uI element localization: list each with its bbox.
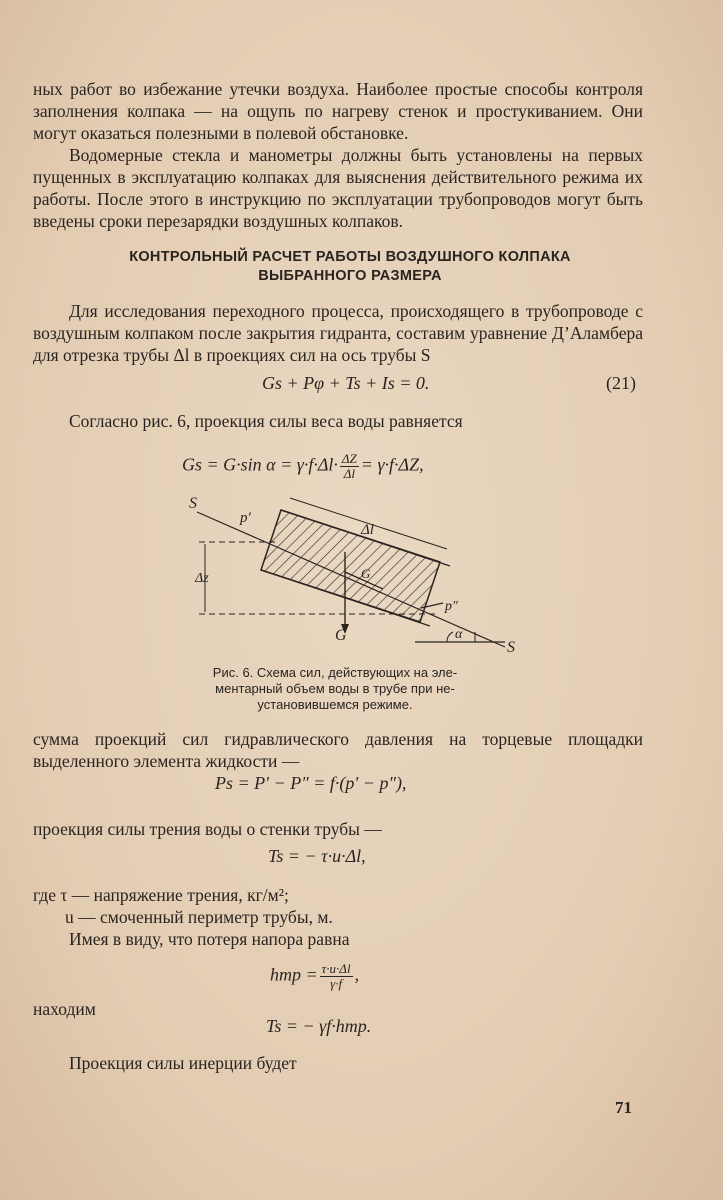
- label-delta-z: Δz: [195, 571, 209, 586]
- angle-arc: [447, 632, 453, 642]
- equation-friction: Ts = − τ·u·Δl,: [268, 846, 366, 866]
- caption-line2: ментарный объем воды в трубе при не-: [215, 681, 455, 696]
- head-loss-numerator: τ·u·Δl: [321, 961, 351, 976]
- label-g-small: G: [361, 566, 371, 581]
- equation-head-loss-fraction: [320, 962, 353, 991]
- label-g-big: G: [335, 627, 347, 644]
- water-element: [261, 510, 440, 622]
- equation-gravity-lhs: Gs = G·sin α = γ·f·Δl·: [182, 454, 338, 475]
- paragraph-dalembert: Для исследования переходного процесса, происходящего в трубопроводе с воздушным колпаком после закрытия гидранта, составим уравнение Д’Аламбера для отрезка трубы Δl в проекциях сил на ось трубы S: [33, 301, 643, 365]
- paragraph-inertia: Проекция силы инерции будет: [69, 1053, 297, 1073]
- equation-head-loss: [270, 962, 359, 991]
- equation-gravity-tail: = γ·f·ΔZ,: [360, 454, 424, 475]
- head-loss-denominator: γ·f: [330, 976, 343, 991]
- paragraph-we-find: находим: [33, 999, 96, 1019]
- paragraph-water-gauges: Водомерные стекла и манометры должны быть установлены на первых пущенных в эксплуатацию колпаках для выяснения действительного режима их работы. После этого в инструкцию по эксплуатации трубопроводов могут быть введены сроки перезарядки воздушных колпаков.: [33, 145, 643, 231]
- paragraph-head-loss-intro: Имея в виду, что потеря напора равна: [69, 929, 350, 949]
- label-p-prime: p′: [240, 510, 251, 526]
- equation-friction-headloss: Ts = − γf·hтр.: [266, 1016, 372, 1036]
- paragraph-where-tau: где τ — напряжение трения, кг/м²;: [33, 885, 289, 905]
- figure-6-caption: [175, 665, 495, 713]
- equation-21: Gs + Pφ + Ts + Is = 0.: [262, 373, 430, 393]
- figure-6-diagram: [185, 492, 525, 667]
- section-heading-line2: ВЫБРАННОГО РАЗМЕРА: [258, 268, 442, 284]
- section-heading: [60, 248, 640, 286]
- label-s-right: S: [507, 639, 515, 656]
- equation-gravity: [182, 452, 424, 481]
- paragraph-gravity-intro: Согласно рис. 6, проекция силы веса воды равняется: [69, 411, 463, 431]
- paragraph-where-u: u — смоченный периметр трубы, м.: [65, 907, 333, 927]
- equation-21-number: (21): [606, 373, 636, 393]
- page-number: 71: [615, 1098, 632, 1117]
- paragraph-friction-intro: проекция силы трения воды о стенки трубы —: [33, 819, 382, 839]
- equation-head-loss-tail: ,: [354, 964, 360, 985]
- label-s-left: S: [189, 495, 197, 512]
- label-delta-l: Δl: [361, 522, 374, 538]
- caption-line3: установившемся режиме.: [257, 697, 413, 712]
- fraction-denominator: Δl: [343, 466, 355, 481]
- paragraph-intro: ных работ во избежание утечки воздуха. Наиболее простые способы контроля заполнения колпака — на ощупь по нагреву стенок и простукиванием. Они могут оказаться полезными в полевой обстановке.: [33, 79, 643, 143]
- equation-gravity-fraction: [340, 452, 359, 481]
- equation-pressure: Ps = P′ − P″ = f·(p′ − p″),: [215, 773, 407, 793]
- paragraph-pressure-forces: сумма проекций сил гидравлического давления на торцевые площадки выделенного элемента жидкости —: [33, 729, 643, 771]
- fraction-numerator: ΔZ: [341, 451, 357, 466]
- caption-line1: Рис. 6. Схема сил, действующих на эле-: [212, 665, 458, 680]
- label-alpha: α: [455, 627, 463, 642]
- equation-head-loss-lhs: hтр =: [270, 964, 318, 985]
- label-p-double-prime: p″: [445, 599, 458, 614]
- section-heading-line1: КОНТРОЛЬНЫЙ РАСЧЕТ РАБОТЫ ВОЗДУШНОГО КОЛПАКА: [129, 249, 571, 265]
